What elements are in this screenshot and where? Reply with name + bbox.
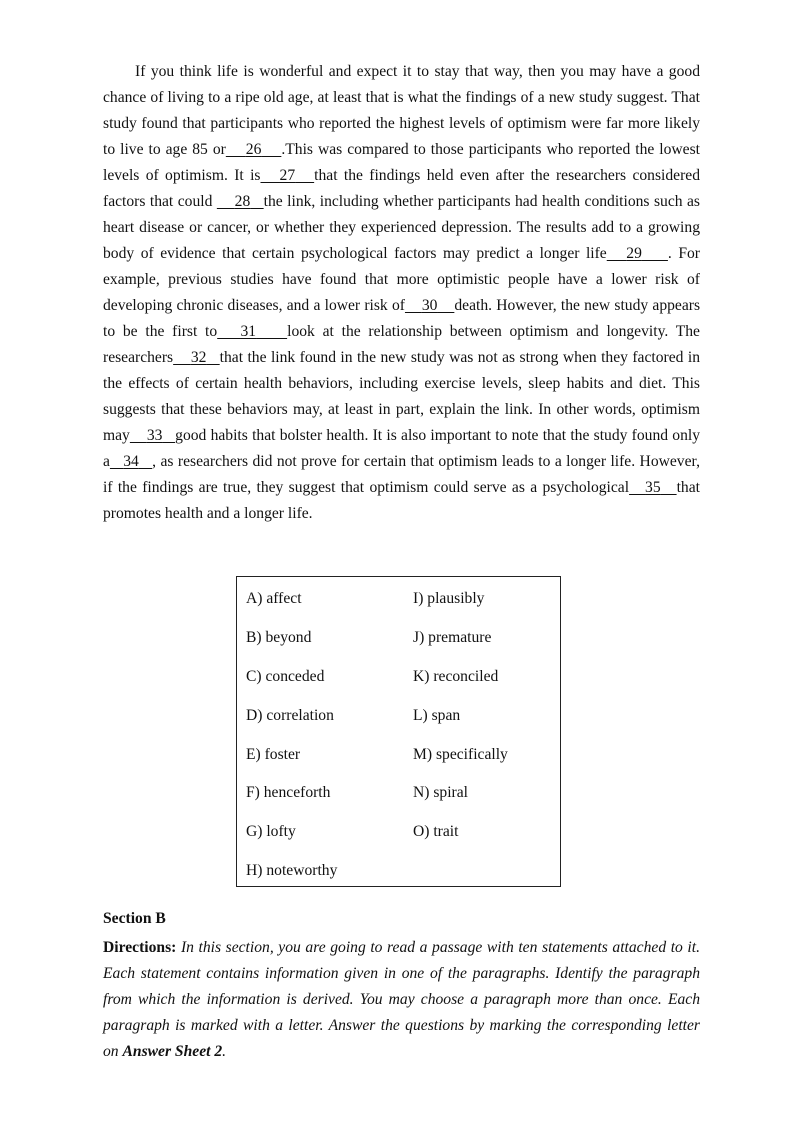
blank-34: 34 [123, 453, 139, 470]
directions-label: Directions: [103, 939, 177, 956]
word-option: F) henceforth [246, 784, 331, 801]
word-option: O) trait [413, 823, 459, 840]
section-directions [103, 935, 700, 1065]
word-option: A) affect [246, 590, 302, 607]
word-option: J) premature [413, 629, 492, 646]
passage-paragraph [103, 59, 700, 527]
blank-32: 32 [190, 349, 207, 366]
passage-text: that the findings held even after the researchers considered factors that could [103, 167, 700, 210]
answer-sheet-label: Answer Sheet 2 [122, 1043, 223, 1060]
blank-31: 31 [240, 323, 257, 340]
word-option: K) reconciled [413, 668, 499, 685]
passage-text: that the link found in the new study was not as strong when they factored in the effects of certain health behaviors, including exercise levels, sleep habits and diet. This suggests that these behaviors may, at least in part, explain the link. In other words, optimism may [103, 349, 700, 444]
passage-text: good habits that bolster health. It is also important to note that the study found only a [103, 427, 701, 470]
word-option: L) span [413, 707, 461, 724]
word-bank-box [236, 576, 561, 887]
blank-28: 28 [234, 193, 251, 210]
word-option: B) beyond [246, 629, 312, 646]
blank-35: 35 [645, 479, 661, 496]
passage-text: If you think life is wonderful and expect it to stay that way, then you may have a good chance of living to a ripe old age, at least that is what the findings of a new study suggest. That study found that participants who reported the highest levels of optimism were far more likely to live to age 85 or [103, 63, 700, 158]
blank-29: 29 [626, 245, 642, 262]
passage-text: the link, including whether participants had health conditions such as heart disease or cancer, or whether they experienced depression. The results add to a growing body of evidence that certain psychological factors may predict a longer life [103, 193, 700, 262]
passage-text: death. However, the new study appears to be the first to [103, 297, 701, 340]
word-option: I) plausibly [413, 590, 485, 607]
passage-text: .This was compared to those participants who reported the lowest levels of optimism. It is [103, 141, 700, 184]
blank-27: 27 [279, 167, 296, 184]
section-title: Section B [103, 910, 166, 927]
word-option: D) correlation [246, 707, 334, 724]
passage-text: . For example, previous studies have found that more optimistic people have a lower risk of developing chronic diseases, and a lower risk of [103, 245, 700, 314]
passage-text: that promotes health and a longer life. [103, 479, 700, 522]
passage-text: , as researchers did not prove for certain that optimism leads to a longer life. However, if the findings are true, they suggest that optimism could serve as a psychological [103, 453, 700, 496]
blank-26: 26 [245, 141, 262, 158]
directions-text: In this section, you are going to read a passage with ten statements attached to it. Each statement contains information given in one of the paragraphs. Identify the paragraph from which the information is derived. You may choose a paragraph more than once. Each paragraph is marked with a letter. Answer the questions by marking the corresponding letter on [103, 939, 700, 1060]
blank-33: 33 [146, 427, 163, 444]
word-option: H) noteworthy [246, 862, 338, 879]
word-option: E) foster [246, 746, 301, 763]
word-option: C) conceded [246, 668, 325, 685]
directions-end: . [222, 1043, 227, 1060]
word-option: N) spiral [413, 784, 468, 801]
passage-text: look at the relationship between optimism and longevity. The researchers [103, 323, 700, 366]
cloze-passage [103, 59, 700, 527]
word-option: M) specifically [413, 746, 508, 763]
word-option: G) lofty [246, 823, 296, 840]
blank-30: 30 [421, 297, 438, 314]
